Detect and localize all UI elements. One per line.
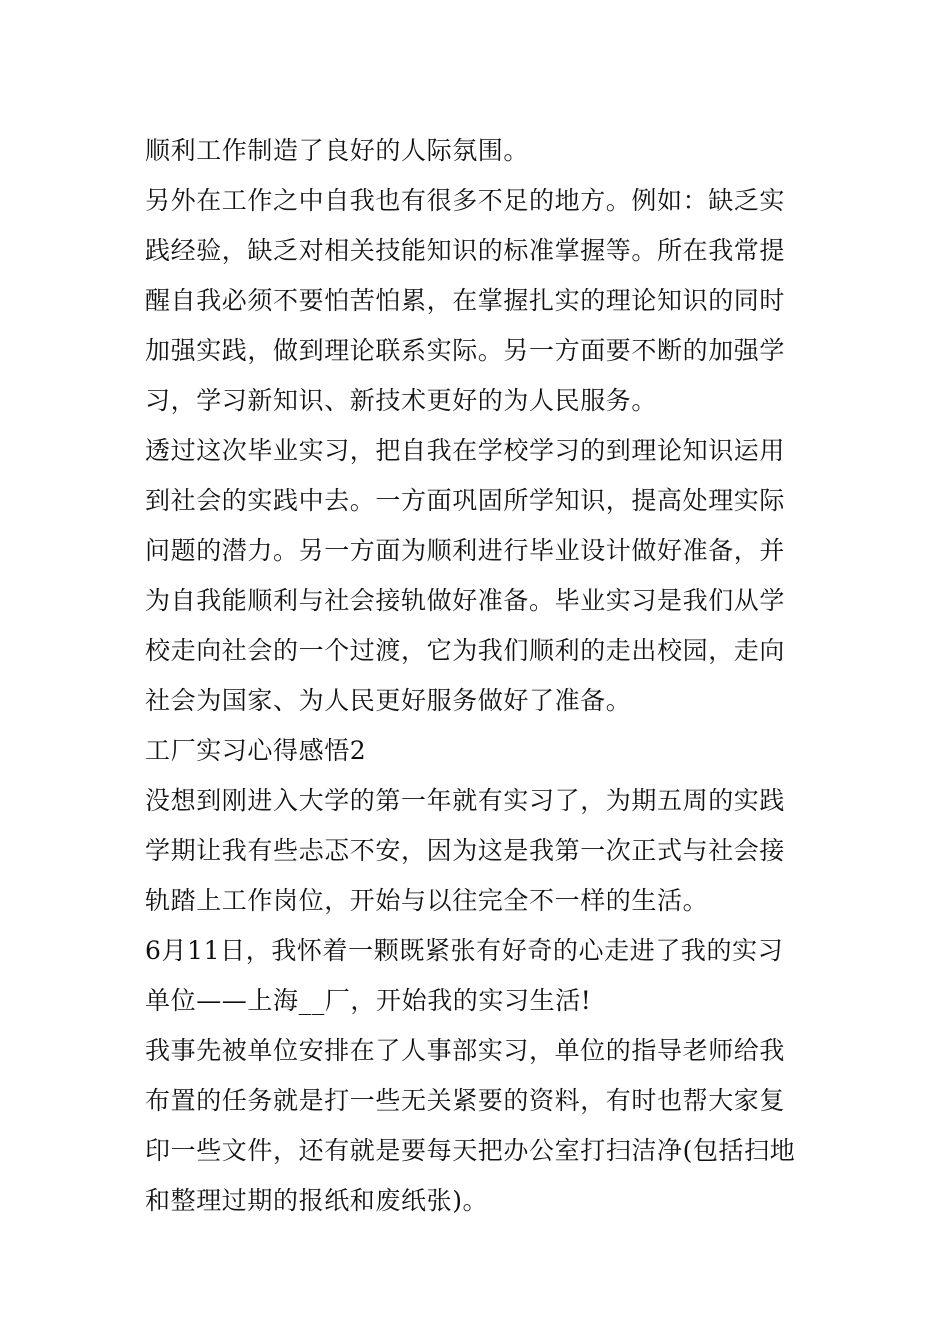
text-line: 到社会的实践中去。一方面巩固所学知识，提高处理实际 — [145, 486, 786, 515]
text-line: 习，学习新知识、新技术更好的为人民服务。 — [145, 386, 658, 415]
document-body — [145, 126, 807, 1226]
text-line: 我事先被单位安排在了人事部实习，单位的指导老师给我 — [145, 1036, 786, 1065]
text-line: 加强实践，做到理论联系实际。另一方面要不断的加强学 — [145, 336, 786, 365]
text-line: 印一些文件，还有就是要每天把办公室打扫洁净(包括扫地 — [145, 1136, 796, 1165]
text-line: 布置的任务就是打一些无关紧要的资料，有时也帮大家复 — [145, 1086, 786, 1115]
text-line: 单位——上海__厂，开始我的实习生活! — [145, 986, 592, 1015]
text-line: 校走向社会的一个过渡，它为我们顺利的走出校园，走向 — [145, 636, 786, 665]
text-line: 为自我能顺利与社会接轨做好准备。毕业实习是我们从学 — [145, 586, 786, 615]
text-line: 学期让我有些忐忑不安，因为这是我第一次正式与社会接 — [145, 836, 786, 865]
text-line: 6月11日，我怀着一颗既紧张有好奇的心走进了我的实习 — [145, 936, 784, 965]
text-line: 践经验，缺乏对相关技能知识的标准掌握等。所在我常提 — [145, 236, 786, 265]
text-line: 轨踏上工作岗位，开始与以往完全不一样的生活。 — [145, 886, 709, 915]
text-line: 和整理过期的报纸和废纸张)。 — [145, 1186, 489, 1215]
text-line: 问题的潜力。另一方面为顺利进行毕业设计做好准备，并 — [145, 536, 786, 565]
text-line: 透过这次毕业实习，把自我在学校学习的到理论知识运用 — [145, 436, 786, 465]
section-heading: 工厂实习心得感悟2 — [145, 736, 367, 765]
text-line: 社会为国家、为人民更好服务做好了准备。 — [145, 686, 632, 715]
text-line: 顺利工作制造了良好的人际氛围。 — [145, 136, 530, 165]
text-line: 醒自我必须不要怕苦怕累，在掌握扎实的理论知识的同时 — [145, 286, 786, 315]
text-line: 没想到刚进入大学的第一年就有实习了，为期五周的实践 — [145, 786, 786, 815]
text-line: 另外在工作之中自我也有很多不足的地方。例如：缺乏实 — [145, 186, 786, 215]
